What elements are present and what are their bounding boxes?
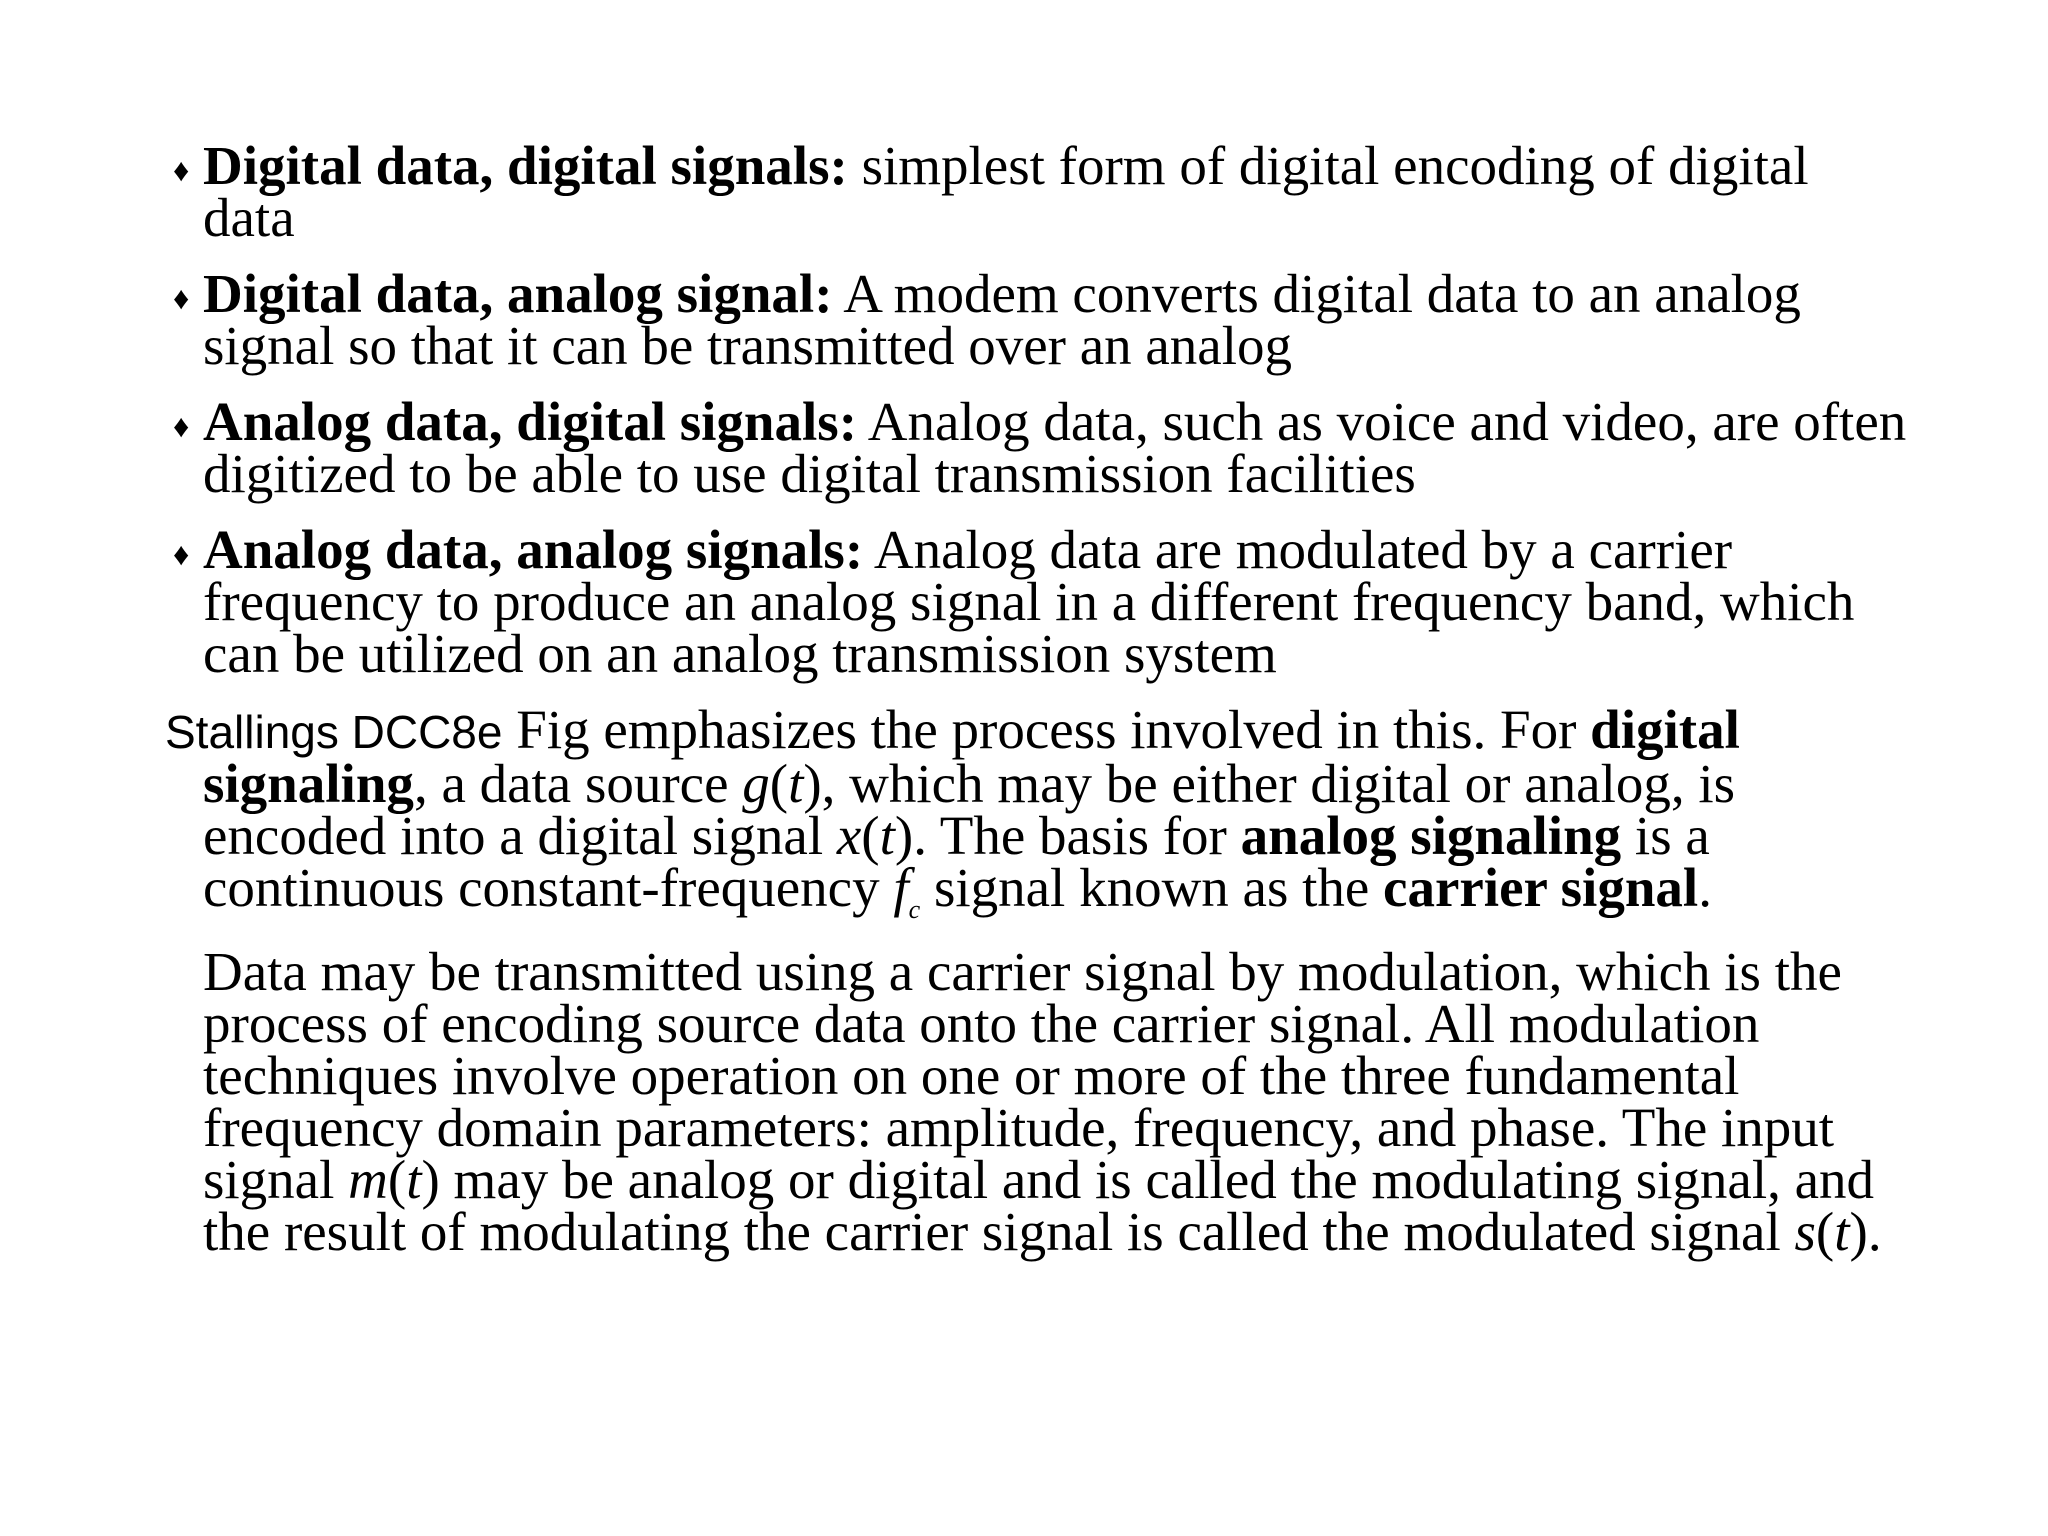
- bullet-item: [165, 263, 1910, 376]
- paragraph-text: Data may be transmitted using a carrier signal by modulation, which is the process of encoding source data onto the carrier signal. All modulation techniques involve operation on one or more of the three fundamental frequency domain parameters: amplitude, frequency, and phase. The input signal: [203, 941, 1842, 1210]
- paragraph-text: (: [861, 805, 880, 866]
- paragraph-text: .: [1698, 857, 1712, 918]
- paragraph-text: ) may be analog or digital and is called the modulating signal, and the result of modulating the carrier signal is called the modulated signal: [203, 1149, 1875, 1262]
- slide-content: [165, 135, 1910, 1262]
- bullet-term: Analog data, digital signals:: [203, 391, 858, 452]
- bullet-item: [165, 391, 1910, 504]
- paragraph-text: ).: [1849, 1201, 1882, 1262]
- paragraph-text: ), which may be either digital or analog, is encoded into a digital signal: [203, 753, 1736, 866]
- bullet-text: A modem converts digital data to an analog signal so that it can be transmitted over an analog: [203, 263, 1801, 376]
- diamond-bullet-icon: ♦: [173, 536, 190, 572]
- paragraph-text: ). The basis for: [894, 805, 1241, 866]
- term-carrier-signal: carrier signal: [1383, 857, 1699, 918]
- diamond-bullet-icon: ♦: [173, 152, 190, 188]
- paragraph-text: , a data source: [413, 753, 743, 814]
- paragraph-text: signal known as the: [920, 857, 1384, 918]
- paragraph-text: Fig emphasizes the process involved in this. For: [502, 699, 1591, 760]
- diamond-bullet-icon: ♦: [173, 408, 190, 444]
- bullet-item: [165, 135, 1910, 248]
- bullet-term: Analog data, analog signals:: [203, 519, 864, 580]
- bullet-term: Digital data, analog signal:: [203, 263, 833, 324]
- var-m: m: [348, 1149, 388, 1210]
- paragraph-text: (: [769, 753, 789, 814]
- var-t: t: [879, 805, 895, 866]
- bullet-term: Digital data, digital signals:: [203, 135, 848, 196]
- bullet-text: simplest form of digital encoding of digital data: [203, 135, 1809, 248]
- var-t: t: [788, 753, 804, 814]
- var-s: s: [1794, 1201, 1816, 1262]
- bullet-text: Analog data are modulated by a carrier frequency to produce an analog signal in a different frequency band, which can be utilized on an analog transmission system: [203, 519, 1855, 684]
- explanation-paragraph: [165, 699, 1910, 1262]
- diamond-bullet-icon: ♦: [173, 280, 190, 316]
- bullet-item: [165, 519, 1910, 684]
- bullet-text: Analog data, such as voice and video, are often digitized to be able to use digital transmission facilities: [203, 391, 1907, 504]
- term-analog-signaling: analog signaling: [1240, 805, 1622, 866]
- var-g: g: [742, 753, 770, 814]
- var-c-subscript: c: [908, 895, 921, 924]
- var-t: t: [1834, 1201, 1850, 1262]
- source-reference: Stallings DCC8e: [165, 706, 503, 758]
- var-t: t: [406, 1149, 422, 1210]
- var-f: f: [893, 857, 909, 918]
- paragraph-text: (: [1815, 1201, 1835, 1262]
- paragraph-text: (: [387, 1149, 407, 1210]
- term-digital-signaling: digital signaling: [203, 699, 1740, 814]
- var-x: x: [836, 805, 862, 866]
- paragraph-text: is a continuous constant-frequency: [203, 805, 1710, 918]
